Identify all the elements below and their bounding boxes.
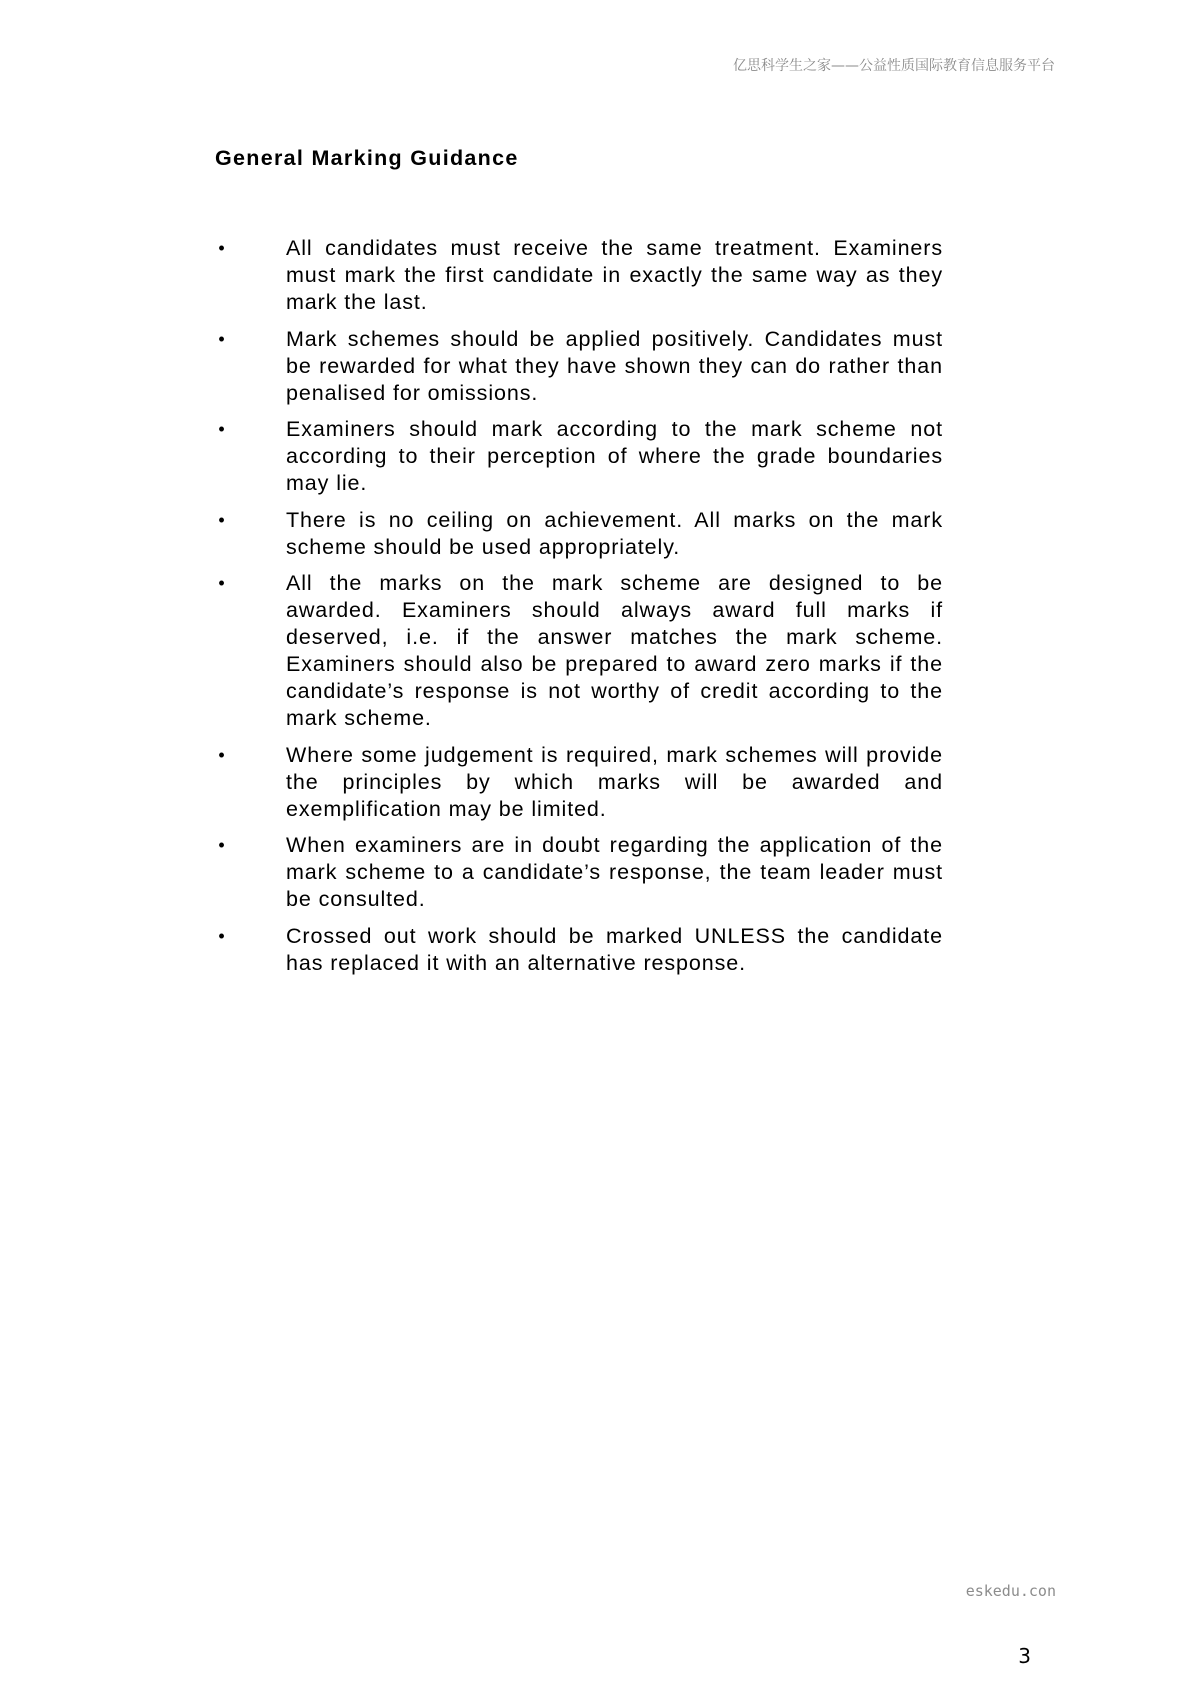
- bullet-icon: •: [218, 238, 226, 258]
- bullet-icon: •: [218, 925, 226, 946]
- list-item-text: Mark schemes should be applied positively. Candidates must be rewarded for what they have shown they can do rather than penalised for omissions.: [286, 326, 943, 405]
- list-item-text: Crossed out work should be marked UNLESS the candidate has replaced it with an alternative response.: [286, 923, 943, 975]
- bullet-icon: •: [218, 573, 226, 593]
- list-item: [215, 235, 943, 316]
- list-item-text: All the marks on the mark scheme are designed to be awarded. Examiners should always award full marks if deserved, i.e. if the answer matches the mark scheme. Examiners should also be prepared to award zero marks if the candidate’s response is not worthy of credit according to the mark scheme.: [286, 571, 943, 730]
- list-item: [215, 570, 943, 732]
- list-item: [215, 507, 943, 561]
- list-item: [215, 832, 943, 913]
- list-item: [215, 416, 943, 497]
- list-item-text: Examiners should mark according to the mark scheme not according to their perception of where the grade boundaries may lie.: [286, 417, 943, 495]
- bullet-icon: •: [218, 419, 226, 439]
- bullet-icon: •: [218, 509, 226, 530]
- bullet-icon: •: [218, 328, 226, 349]
- list-item-text: There is no ceiling on achievement. All marks on the mark scheme should be used appropriately.: [286, 507, 943, 559]
- bullet-icon: •: [218, 744, 226, 765]
- guidance-list: [215, 235, 943, 986]
- footer-link-text: eskedu.con: [965, 1582, 1056, 1600]
- list-item: [215, 326, 943, 407]
- list-item-text: When examiners are in doubt regarding the application of the mark scheme to a candidate’s response, the team leader must be consulted.: [286, 833, 943, 911]
- header-site-text: 亿思科学生之家——公益性质国际教育信息服务平台: [733, 58, 1055, 74]
- list-item: [215, 742, 943, 823]
- list-item-text: All candidates must receive the same treatment. Examiners must mark the first candidate in exactly the same way as they mark the last.: [286, 236, 943, 314]
- page-title: General Marking Guidance: [215, 146, 519, 170]
- page-number: 3: [1018, 1644, 1031, 1668]
- list-item: [215, 923, 943, 977]
- bullet-icon: •: [218, 835, 226, 855]
- list-item-text: Where some judgement is required, mark schemes will provide the principles by which marks will be awarded and exemplification may be limited.: [286, 742, 943, 821]
